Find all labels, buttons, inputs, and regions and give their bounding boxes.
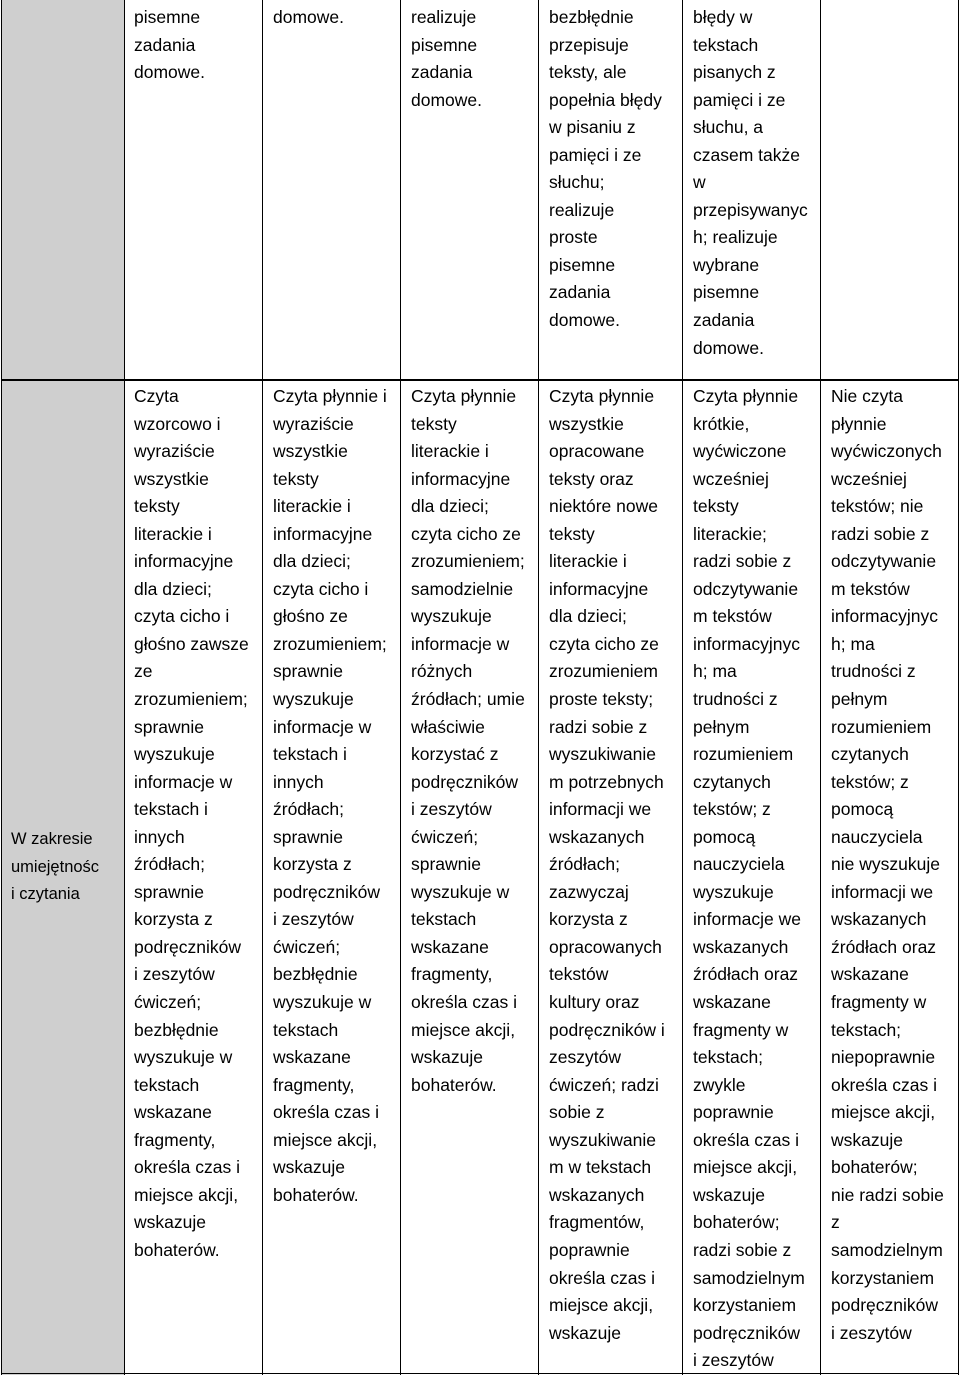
reading-grade-2-cell: Czyta płynnie krótkie, wyćwiczone wcześniej teksty literackie; radzi sobie z odczytywanie m tekstów informacyjnyc h; ma trudności z pełnym rozumieniem czytanych tekstów; z pomocą nauczyciela wyszukuje informacje we wskazanych źródłach oraz wskazane fragmenty w tekstach; zwykle poprawnie określa czas i miejsce akcji, wskazuje bohaterów; radzi sobie z samodzielnym korzystaniem podręczników i zeszytów (693, 386, 805, 1371)
top-row-grade-1-cell (821, 0, 959, 379)
column-divider (682, 0, 683, 1375)
column-divider (820, 0, 821, 1375)
reading-skills-label: W zakresie umiejętnośc i czytania (11, 830, 100, 903)
reading-grade-6-cell: Czyta wzorcowo i wyraziście wszystkie teksty literackie i informacyjne dla dzieci; czyta cicho i głośno zawsze ze zrozumieniem; sprawnie wyszukuje informacje w tekstach i innych źródłach; sprawnie korzysta z podręczników i zeszytów ćwiczeń; bezbłędnie wyszukuje w tekstach wskazane fragmenty, określa czas i miejsce akcji, wskazuje bohaterów. (134, 386, 249, 1260)
column-divider (538, 0, 539, 1375)
table-border-left (1, 0, 2, 1375)
row-divider (1, 379, 959, 381)
reading-grade-1-cell: Nie czyta płynnie wyćwiczonych wcześniej tekstów; nie radzi sobie z odczytywanie m tekstów informacyjnyc h; ma trudności z pełnym rozumieniem czytanych tekstów; z pomocą nauczyciela nie wyszukuje informacji we wskazanych źródłach oraz wskazane fragmenty w tekstach; niepoprawnie określa czas i miejsce akcji, wskazuje bohaterów; nie radzi sobie z samodzielnym korzystaniem podręczników i zeszytów (831, 386, 944, 1343)
column-divider (400, 0, 401, 1375)
category-column-top (2, 0, 124, 379)
table-border-bottom (1, 1373, 959, 1374)
top-row-grade-6-cell: pisemne zadania domowe. (134, 7, 206, 83)
reading-grade-5-cell: Czyta płynnie i wyraziście wszystkie teksty literackie i informacyjne dla dzieci; czyta cicho i głośno ze zrozumieniem; sprawnie wyszukuje informacje w tekstach i innych źródłach; sprawnie korzysta z podręczników i zeszytów ćwiczeń; bezbłędnie wyszukuje w tekstach wskazane fragmenty, określa czas i miejsce akcji, wskazuje bohaterów. (273, 386, 387, 1205)
top-row-grade-4-cell: realizuje pisemne zadania domowe. (411, 7, 483, 110)
column-divider (124, 0, 125, 1375)
top-row-grade-5-cell: domowe. (273, 7, 345, 27)
reading-grade-4-cell: Czyta płynnie teksty literackie i informacyjne dla dzieci; czyta cicho ze zrozumieniem; samodzielnie wyszukuje informacje w różnych źródłach; umie właściwie korzystać z podręczników i zeszytów ćwiczeń; sprawnie wyszukuje w tekstach wskazane fragmenty, określa czas i miejsce akcji, wskazuje bohaterów. (411, 386, 525, 1095)
top-row-grade-2-cell: błędy w tekstach pisanych z pamięci i ze słuchu, a czasem także w przepisywanyc h; realizuje wybrane pisemne zadania domowe. (693, 7, 808, 358)
reading-grade-3-cell: Czyta płynnie wszystkie opracowane teksty oraz niektóre nowe teksty literackie i informacyjne dla dzieci; czyta cicho ze zrozumieniem proste teksty; radzi sobie z wyszukiwanie m potrzebnych informacji we wskazanych źródłach; zazwyczaj korzysta z opracowanych tekstów kultury oraz podręczników i zeszytów ćwiczeń; radzi sobie z wyszukiwanie m w tekstach wskazanych fragmentów, poprawnie określa czas i miejsce akcji, wskazuje (549, 386, 665, 1343)
column-divider (262, 0, 263, 1375)
table-border-right (958, 0, 959, 1375)
top-row-grade-3-cell: bezbłędnie przepisuje teksty, ale popełnia błędy w pisaniu z pamięci i ze słuchu; realizuje proste pisemne zadania domowe. (549, 7, 662, 331)
